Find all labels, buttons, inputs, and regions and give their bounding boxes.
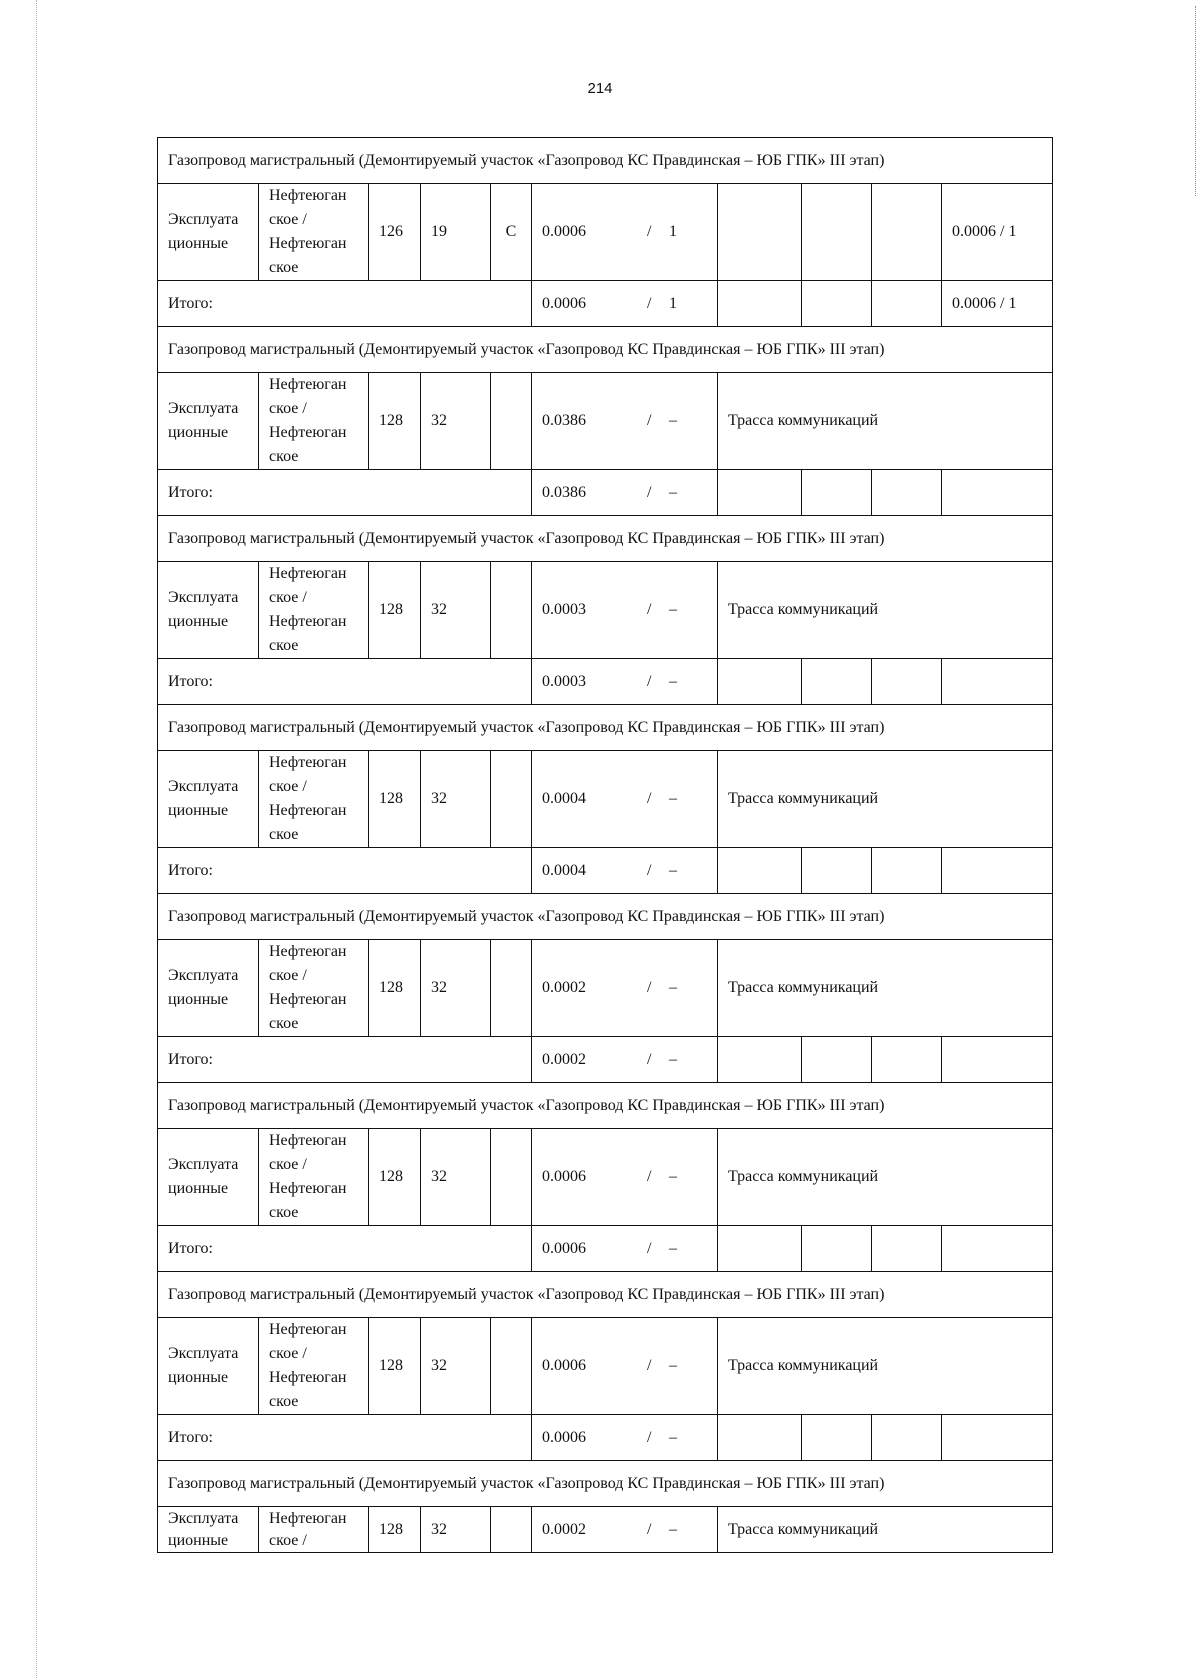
area-cell [532,1129,718,1226]
empty-cell [872,659,942,705]
letter-cell [491,373,532,470]
empty-cell [872,281,942,327]
area-value: 0.0004 [542,790,586,807]
category-line: ционные [168,1531,229,1549]
slash: / [647,979,652,996]
table-row [158,1318,1053,1415]
forestry-line: ское / [269,967,307,984]
table-row [158,1129,1053,1226]
total-area-unit: – [669,1050,677,1068]
note-cell: Трасса коммуникаций [718,940,1053,1037]
slash: / [647,294,652,312]
slash: / [647,412,652,429]
total-row [158,1415,1053,1461]
total-area-cell [532,659,718,705]
forestry-cell [259,1318,369,1415]
total-area-unit: – [669,861,677,879]
quarter-cell: 128 [369,1318,421,1415]
total-right-cell [942,659,1053,705]
section-number-cell: 32 [421,751,491,848]
scan-edge-right [1195,6,1196,196]
section-number-cell: 32 [421,1507,491,1553]
forestry-line: ское [269,1393,299,1410]
total-right-cell: 0.0006 / 1 [942,281,1053,327]
forestry-cell [259,184,369,281]
area-unit: – [669,1357,677,1374]
forestry-cell [259,940,369,1037]
area-value: 0.0006 [542,223,586,240]
total-area-value: 0.0386 [542,483,586,501]
total-row [158,1226,1053,1272]
forestry-cell [259,751,369,848]
empty-cell [718,470,802,516]
total-area-value: 0.0004 [542,861,586,879]
empty-cell [802,1037,872,1083]
empty-cell [802,184,872,281]
section-title: Газопровод магистральный (Демонтируемый участок «Газопровод КС Правдинская – ЮБ ГПК» III этап) [158,138,1053,184]
section-header-row [158,1083,1053,1129]
total-area-value: 0.0006 [542,1239,586,1257]
empty-cell [872,1415,942,1461]
area-cell [532,751,718,848]
total-area-cell [532,1415,718,1461]
area-unit: – [669,790,677,807]
forestry-line: ское / [269,778,307,795]
section-title: Газопровод магистральный (Демонтируемый участок «Газопровод КС Правдинская – ЮБ ГПК» III этап) [158,705,1053,751]
letter-cell [491,1507,532,1553]
category-cell [158,373,259,470]
category-line: ционные [168,1180,229,1197]
section-number-cell: 32 [421,373,491,470]
forestry-line: ское [269,1015,299,1032]
section-header-row [158,705,1053,751]
area-unit: – [669,1520,677,1538]
empty-cell [718,848,802,894]
right-total-cell: 0.0006 / 1 [942,184,1053,281]
total-row [158,848,1053,894]
total-area-value: 0.0006 [542,1428,586,1446]
slash: / [647,601,652,618]
forestry-line: ское / [269,400,307,417]
forestry-line: Нефтеюган [269,754,347,771]
slash: / [647,1357,652,1374]
forestry-line: ское / [269,589,307,606]
category-line: ционные [168,1369,229,1386]
category-cell [158,1318,259,1415]
empty-cell [718,1415,802,1461]
section-number-cell: 32 [421,940,491,1037]
forestry-line: Нефтеюган [269,802,347,819]
total-area-cell [532,281,718,327]
category-cell [158,940,259,1037]
area-cell [532,1318,718,1415]
area-cell [532,940,718,1037]
forestry-line: ское / [269,1156,307,1173]
slash: / [647,223,652,240]
letter-cell [491,1318,532,1415]
letter-cell: С [491,184,532,281]
forestry-cell [259,1129,369,1226]
note-cell: Трасса коммуникаций [718,1507,1053,1553]
table-row [158,373,1053,470]
quarter-cell: 128 [369,940,421,1037]
area-value: 0.0002 [542,979,586,996]
quarter-cell: 126 [369,184,421,281]
section-title: Газопровод магистральный (Демонтируемый участок «Газопровод КС Правдинская – ЮБ ГПК» III этап) [158,894,1053,940]
total-area-unit: – [669,1239,677,1257]
forestry-line: Нефтеюган [269,943,347,960]
total-area-unit: – [669,1428,677,1446]
forestry-line: Нефтеюган [269,424,347,441]
forestry-line: ское [269,826,299,843]
area-value: 0.0386 [542,412,586,429]
total-area-cell [532,1226,718,1272]
total-area-unit: – [669,672,677,690]
forestry-line: Нефтеюган [269,1132,347,1149]
empty-cell [718,1037,802,1083]
total-label: Итого: [158,470,532,516]
category-cell [158,1507,259,1553]
section-number-cell: 32 [421,1129,491,1226]
letter-cell [491,940,532,1037]
section-number-cell: 32 [421,1318,491,1415]
total-row [158,281,1053,327]
section-number-cell: 19 [421,184,491,281]
category-cell [158,751,259,848]
area-cell [532,1507,718,1553]
forestry-line: Нефтеюган [269,1180,347,1197]
total-label: Итого: [158,659,532,705]
forestry-line: ское [269,1204,299,1221]
section-title: Газопровод магистральный (Демонтируемый участок «Газопровод КС Правдинская – ЮБ ГПК» III этап) [158,327,1053,373]
table-row [158,751,1053,848]
forestry-line: Нефтеюган [269,376,347,393]
category-line: Эксплуата [168,967,239,984]
total-right-cell [942,848,1053,894]
empty-cell [802,659,872,705]
category-line: ционные [168,613,229,630]
category-cell [158,1129,259,1226]
category-line: Эксплуата [168,211,239,228]
section-header-row [158,138,1053,184]
page-number: 214 [587,80,613,97]
slash: / [647,672,652,690]
forestry-cell [259,373,369,470]
forestry-line: ское [269,259,299,276]
area-cell [532,562,718,659]
total-area-cell [532,1037,718,1083]
forestry-line: ское [269,637,299,654]
total-right-cell [942,1415,1053,1461]
section-header-row [158,894,1053,940]
empty-cell [802,470,872,516]
note-cell: Трасса коммуникаций [718,751,1053,848]
category-line: ционные [168,991,229,1008]
forestry-line: Нефтеюган [269,1321,347,1338]
forestry-line: ское [269,448,299,465]
forestry-cell [259,562,369,659]
area-unit: – [669,1168,677,1185]
note-cell: Трасса коммуникаций [718,562,1053,659]
total-row [158,470,1053,516]
empty-cell [802,1415,872,1461]
forestry-cell [259,1507,369,1553]
forestry-line: Нефтеюган [269,613,347,630]
section-header-row [158,1461,1053,1507]
total-row [158,659,1053,705]
area-value: 0.0002 [542,1520,586,1538]
total-area-value: 0.0003 [542,672,586,690]
total-area-cell [532,848,718,894]
slash: / [647,1428,652,1446]
total-row [158,1037,1053,1083]
letter-cell [491,751,532,848]
note-cell: Трасса коммуникаций [718,1129,1053,1226]
empty-cell [718,281,802,327]
slash: / [647,790,652,807]
scan-edge-left [36,0,37,1678]
category-cell [158,562,259,659]
slash: / [647,1168,652,1185]
quarter-cell: 128 [369,373,421,470]
empty-cell [802,848,872,894]
area-unit: 1 [669,223,677,240]
section-number-cell: 32 [421,562,491,659]
forestry-line: Нефтеюган [269,1509,347,1527]
area-value: 0.0006 [542,1168,586,1185]
empty-cell [872,1226,942,1272]
slash: / [647,1050,652,1068]
section-title: Газопровод магистральный (Демонтируемый участок «Газопровод КС Правдинская – ЮБ ГПК» III этап) [158,1083,1053,1129]
total-label: Итого: [158,1037,532,1083]
letter-cell [491,1129,532,1226]
area-unit: – [669,979,677,996]
table-row [158,562,1053,659]
total-right-cell [942,1037,1053,1083]
category-line: Эксплуата [168,1509,239,1527]
area-cell [532,184,718,281]
section-header-row [158,516,1053,562]
area-unit: – [669,412,677,429]
empty-cell [718,184,802,281]
empty-cell [872,848,942,894]
section-header-row [158,1272,1053,1318]
table-row [158,1507,1053,1553]
slash: / [647,1239,652,1257]
total-label: Итого: [158,848,532,894]
forestry-line: ское / [269,1345,307,1362]
quarter-cell: 128 [369,562,421,659]
slash: / [647,483,652,501]
section-header-row [158,327,1053,373]
empty-cell [718,659,802,705]
note-cell: Трасса коммуникаций [718,373,1053,470]
forestry-line: Нефтеюган [269,235,347,252]
table-row [158,184,1053,281]
empty-cell [802,281,872,327]
forestry-line: Нефтеюган [269,991,347,1008]
section-title: Газопровод магистральный (Демонтируемый участок «Газопровод КС Правдинская – ЮБ ГПК» III этап) [158,1272,1053,1318]
empty-cell [872,1037,942,1083]
forest-registry-table [157,137,1053,1553]
category-line: ционные [168,802,229,819]
table-body [158,138,1053,1553]
area-value: 0.0003 [542,601,586,618]
category-line: Эксплуата [168,1156,239,1173]
category-line: ционные [168,424,229,441]
forestry-line: ское / [269,1531,307,1549]
total-area-value: 0.0006 [542,294,586,312]
total-area-unit: – [669,483,677,501]
forestry-line: Нефтеюган [269,1369,347,1386]
section-title: Газопровод магистральный (Демонтируемый участок «Газопровод КС Правдинская – ЮБ ГПК» III этап) [158,516,1053,562]
quarter-cell: 128 [369,1129,421,1226]
category-line: Эксплуата [168,778,239,795]
empty-cell [718,1226,802,1272]
total-label: Итого: [158,281,532,327]
note-cell: Трасса коммуникаций [718,1318,1053,1415]
quarter-cell: 128 [369,751,421,848]
total-label: Итого: [158,1226,532,1272]
category-cell [158,184,259,281]
area-unit: – [669,601,677,618]
empty-cell [872,184,942,281]
letter-cell [491,562,532,659]
area-cell [532,373,718,470]
table-row [158,940,1053,1037]
total-area-unit: 1 [669,294,677,312]
forestry-line: Нефтеюган [269,187,347,204]
category-line: Эксплуата [168,589,239,606]
category-line: ционные [168,235,229,252]
slash: / [647,861,652,879]
empty-cell [802,1226,872,1272]
total-right-cell [942,1226,1053,1272]
category-line: Эксплуата [168,1345,239,1362]
category-line: Эксплуата [168,400,239,417]
total-area-cell [532,470,718,516]
section-title: Газопровод магистральный (Демонтируемый участок «Газопровод КС Правдинская – ЮБ ГПК» III этап) [158,1461,1053,1507]
forestry-line: Нефтеюган [269,565,347,582]
total-right-cell [942,470,1053,516]
forestry-line: ское / [269,211,307,228]
total-area-value: 0.0002 [542,1050,586,1068]
empty-cell [872,470,942,516]
slash: / [647,1520,652,1538]
total-label: Итого: [158,1415,532,1461]
area-value: 0.0006 [542,1357,586,1374]
quarter-cell: 128 [369,1507,421,1553]
